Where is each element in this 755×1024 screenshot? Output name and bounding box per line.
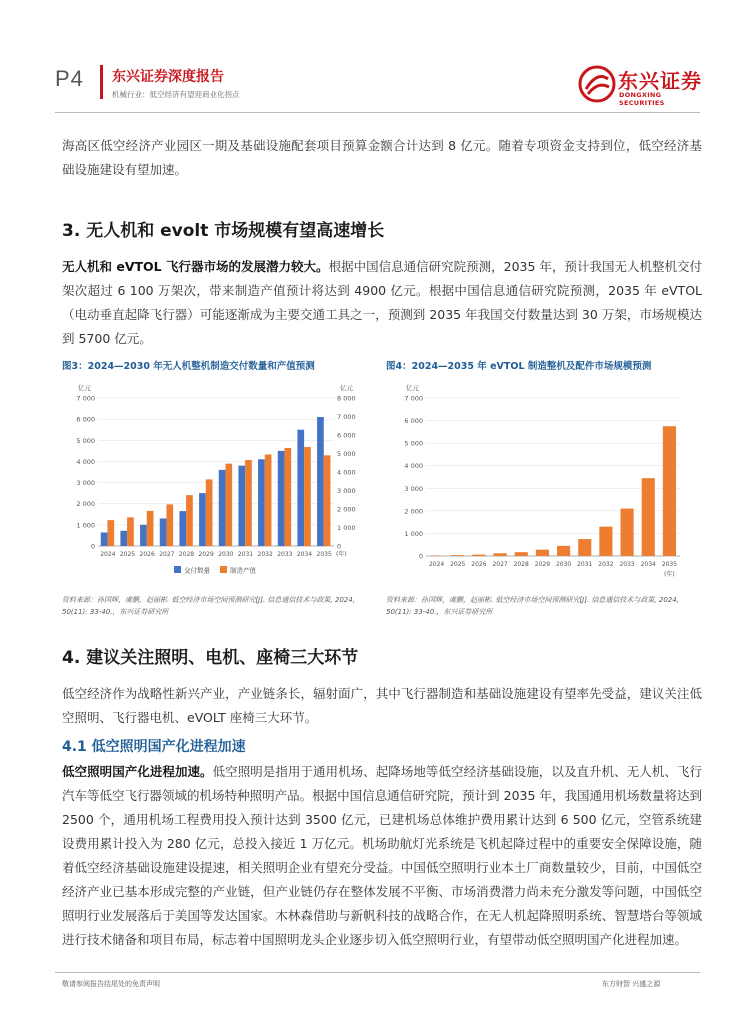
fig3-x-tick-label: 2027 — [159, 551, 175, 558]
fig4-x-tick-label: 2027 — [492, 561, 508, 568]
figure-4-chart — [386, 378, 690, 588]
fig4-bar — [451, 555, 464, 556]
fig4-x-axis-label: (年) — [664, 571, 675, 578]
fig4-bar — [557, 546, 570, 556]
fig4-bar — [599, 527, 612, 556]
header-rule — [55, 112, 700, 113]
fig4-y-tick-label: 0 — [418, 552, 423, 561]
fig3-left-axis-label: 亿元 — [78, 384, 91, 392]
fig3-right-tick-label: 0 — [337, 542, 342, 551]
fig4-y-tick-label: 3 000 — [404, 484, 423, 493]
fig3-x-tick-label: 2026 — [139, 551, 155, 558]
fig3-bar-output — [245, 460, 252, 546]
fig4-y-tick-label: 7 000 — [404, 394, 423, 403]
fig4-x-tick-label: 2028 — [513, 561, 529, 568]
fig3-right-tick-label: 7 000 — [337, 413, 356, 421]
fig3-right-axis-label: 亿元 — [340, 384, 353, 392]
section-3-paragraph — [62, 255, 702, 351]
section-4-1-body: 低空照明是指用于通用机场、起降场地等低空经济基础设施，以及直升机、无人机、飞行汽车等低空飞行器领域的机场特种照明产品。根据中国信息通信研究院，预计到 2035 年，我国通用机场数量将达到 2500 个，通用机场工程费用投入预计达到 3500 亿元，已建机场总体维护费用累计达到 6 500 亿元，空管系统建设费用累计投入为 280 亿元，总投入接近 1 万亿元。机场助航灯光系统是飞机起降过程中的重要安全保障设施，随着低空经济基础设施建设提速，相关照明企业有望充分受益。中国低空照明行业本土厂商数量较少，目前，中国低空经济产业已基本形成完整的产业链，但产业链仍存在整体发展不平衡、市场消费潜力尚未充分激发等问题，中国低空照明行业发展落后于美国等发达国家。木林森借助与新帆科技的战略合作，在无人机起降照明系统、智慧塔台等领域进行技术储备和项目布局，标志着中国照明龙头企业逐步切入低空照明行业，有望带动低空照明国产化进程加速。 — [62, 764, 702, 947]
fig4-y-tick-label: 1 000 — [404, 529, 423, 538]
fig3-bar-output — [166, 504, 173, 546]
fig3-bar-output — [186, 495, 193, 546]
fig3-bar-delivery — [160, 519, 167, 546]
fig3-left-tick-label: 2 000 — [76, 500, 95, 509]
fig3-bar-output — [206, 479, 213, 546]
fig3-left-tick-label: 3 000 — [76, 479, 95, 488]
fig3-x-tick-label: 2031 — [237, 551, 254, 558]
fig3-x-tick-label: 2030 — [218, 551, 234, 558]
logo-english: DONGXING SECURITIES — [619, 91, 665, 107]
fig3-bar-output — [324, 455, 331, 546]
fig4-x-tick-label: 2024 — [428, 561, 445, 568]
section-4-heading: 4. 建议关注照明、电机、座椅三大环节 — [62, 648, 359, 668]
fig4-x-tick-label: 2030 — [555, 561, 572, 568]
fig3-right-tick-label: 4 000 — [337, 468, 356, 477]
fig3-bar-delivery — [179, 511, 186, 546]
fig4-y-tick-label: 4 000 — [404, 462, 423, 471]
fig3-x-tick-label: 2033 — [277, 551, 293, 558]
figure-4-source: 资料来源：孙国辉，虞鹏，赵丽彬. 低空经济市场空间预测研究[J]. 信息通信技术与政策, 2024, 50(11): 33-40.，东兴证券研究所 — [386, 596, 679, 616]
section-4-paragraph: 低空经济作为战略性新兴产业，产业链条长，辐射面广，其中飞行器制造和基础设施建设有望率先受益，建议关注低空照明、飞行器电机、eVOLT 座椅三大环节。 — [62, 686, 702, 725]
fig3-bar-delivery — [120, 531, 127, 546]
fig3-bar-output — [284, 448, 291, 546]
footer-disclaimer: 敬请参阅报告结尾处的免责声明 — [62, 980, 160, 988]
fig3-x-tick-label: 2025 — [119, 551, 136, 558]
fig3-bar-output — [304, 447, 311, 546]
fig3-legend-swatch — [174, 566, 181, 573]
fig4-bar — [515, 552, 528, 556]
section-4-1-heading: 4.1 低空照明国产化进程加速 — [62, 739, 246, 755]
fig3-left-tick-label: 7 000 — [76, 394, 95, 403]
fig3-x-tick-label: 2034 — [296, 551, 313, 558]
section-3-body: 根据中国信息通信研究院预测，2035 年，预计我国无人机整机交付架次超过 6 100 万架次，带来制造产值预计将达到 4900 亿元。根据中国信息通信研究院预测，2035 年 eVTOL（电动垂直起降飞行器）可能逐渐成为主要交通工具之一，预测到 2035 年我国交付数量达到 30 万架，市场规模达到 5700 亿元。 — [62, 259, 702, 346]
fig3-x-tick-label: 2029 — [198, 551, 214, 558]
fig3-bar-output — [107, 520, 114, 546]
fig3-right-tick-label: 5 000 — [337, 450, 356, 458]
fig3-bar-output — [225, 464, 232, 546]
fig3-legend-label: 制造产值 — [230, 566, 256, 575]
logo-emblem-icon — [578, 65, 616, 103]
fig3-right-tick-label: 6 000 — [337, 431, 356, 440]
figure-3-source: 资料来源：孙国辉，虞鹏，赵丽彬. 低空经济市场空间预测研究[J]. 信息通信技术与政策, 2024, 50(11): 33-40.，东兴证券研究所 — [62, 596, 355, 616]
fig3-bar-delivery — [219, 470, 226, 546]
section-3-lead: 无人机和 eVTOL 飞行器市场的发展潜力较大。 — [62, 259, 329, 274]
fig3-bar-delivery — [278, 451, 285, 546]
fig3-bar-delivery — [297, 430, 304, 546]
fig4-bar — [621, 509, 634, 556]
logo-name: 东兴证券 — [618, 69, 702, 93]
fig3-right-tick-label: 3 000 — [337, 487, 356, 495]
section-3-heading: 3. 无人机和 evolt 市场规模有望高速增长 — [62, 221, 385, 241]
footer-slogan: 东方财智 兴盛之源 — [602, 980, 661, 988]
fig3-legend-swatch — [220, 566, 227, 573]
fig3-bar-delivery — [140, 525, 147, 546]
fig4-x-tick-label: 2025 — [450, 561, 466, 568]
fig4-bar — [536, 550, 549, 556]
fig3-x-tick-label: 2028 — [178, 551, 195, 558]
fig4-x-tick-label: 2032 — [598, 561, 614, 568]
fig3-left-tick-label: 0 — [90, 542, 95, 551]
fig4-x-tick-label: 2035 — [661, 561, 678, 568]
fig4-x-tick-label: 2026 — [471, 561, 487, 568]
fig3-x-tick-label: 2035 — [316, 551, 332, 558]
fig3-x-tick-label: 2032 — [257, 551, 273, 558]
fig3-bar-delivery — [101, 532, 108, 546]
footer-rule — [55, 972, 700, 973]
fig3-bar-delivery — [238, 466, 245, 546]
header-divider — [100, 65, 103, 99]
fig3-bar-delivery — [317, 417, 324, 546]
figure-3-chart — [62, 378, 366, 588]
fig4-y-axis-label: 亿元 — [406, 384, 419, 392]
fig4-y-tick-label: 6 000 — [404, 417, 423, 426]
fig4-bar — [494, 553, 507, 556]
fig4-x-tick-label: 2034 — [640, 561, 656, 568]
page-number: P4 — [55, 66, 84, 91]
fig3-bar-output — [147, 511, 154, 546]
fig3-right-tick-label: 8 000 — [337, 394, 356, 403]
fig3-bar-delivery — [199, 493, 206, 546]
fig3-x-tick-label: 2024 — [100, 551, 116, 558]
fig3-left-tick-label: 5 000 — [76, 436, 95, 445]
report-title: 东兴证券深度报告 — [112, 69, 224, 85]
report-subtitle: 机械行业：低空经济有望迎商业化拐点 — [112, 90, 240, 99]
section-4-1-lead: 低空照明国产化进程加速。 — [62, 764, 213, 779]
fig4-x-tick-label: 2031 — [577, 561, 593, 568]
figure-4-title: 图4：2024—2035 年 eVTOL 制造整机及配件市场规模预测 — [386, 361, 652, 372]
fig3-bar-output — [265, 454, 272, 546]
fig3-right-tick-label: 2 000 — [337, 505, 356, 514]
fig4-x-tick-label: 2029 — [534, 561, 551, 568]
fig3-left-tick-label: 6 000 — [76, 415, 95, 424]
fig3-bar-output — [127, 517, 134, 546]
fig4-bar — [578, 539, 591, 556]
fig3-bar-delivery — [258, 459, 265, 546]
section-4-1-paragraph — [62, 760, 702, 952]
intro-paragraph: 海高区低空经济产业园区一期及基础设施配套项目预算金额合计达到 8 亿元。随着专项资金支持到位，低空经济基础设施建设有望加速。 — [62, 138, 702, 177]
fig3-left-tick-label: 1 000 — [76, 521, 95, 530]
fig3-left-tick-label: 4 000 — [76, 457, 95, 466]
fig4-bar — [472, 555, 485, 556]
fig3-x-axis-label: (年) — [336, 551, 347, 558]
fig3-right-tick-label: 1 000 — [337, 524, 356, 532]
fig4-x-tick-label: 2033 — [619, 561, 635, 568]
fig4-bar — [642, 478, 655, 556]
fig4-y-tick-label: 5 000 — [404, 439, 423, 448]
fig4-bar — [663, 426, 676, 556]
fig4-y-tick-label: 2 000 — [404, 507, 423, 516]
fig3-legend-label: 交付数量 — [184, 566, 210, 575]
figure-3-title: 图3：2024—2030 年无人机整机制造交付数量和产值预测 — [62, 361, 315, 372]
company-logo — [578, 64, 708, 107]
